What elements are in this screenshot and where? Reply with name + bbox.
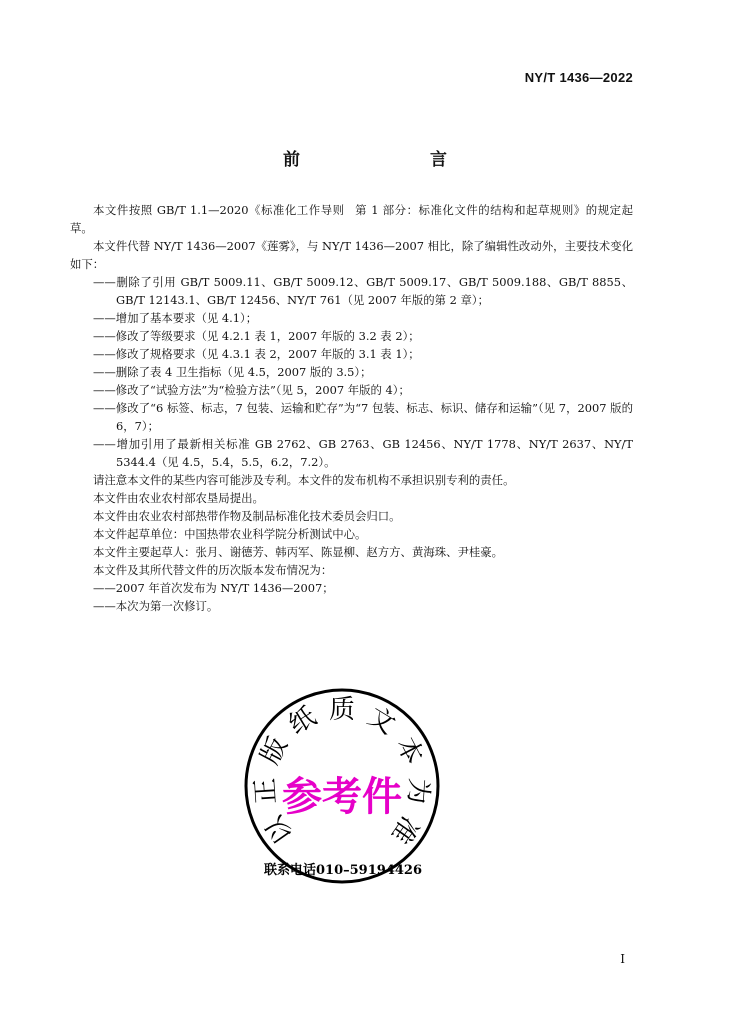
change-item: ——增加了基本要求（见 4.1）； <box>93 311 258 325</box>
change-item: ——修改了“试验方法”为“检验方法”（见 5，2007 年版的 4）； <box>93 383 410 397</box>
reference-copy-stamp <box>243 687 441 885</box>
stamp-ring-char: 以 <box>259 810 300 849</box>
change-item: ——增加引用了最新相关标准 GB 2762、GB 2763、GB 12456、NY/T 1778、NY/T 2637、NY/T 5344.4（见 4.5，5.4，5.5，6.2，7.2）。 <box>93 437 633 469</box>
paragraph-patent: 请注意本文件的某些内容可能涉及专利。本文件的发布机构不承担识别专利的责任。 <box>93 473 515 487</box>
stamp-ring-char: 质 <box>328 695 356 725</box>
stamp-phone-text: 联系电话010–59194426 <box>264 863 422 878</box>
change-item: ——删除了表 4 卫生指标（见 4.5，2007 版的 3.5）； <box>93 365 372 379</box>
change-item: ——修改了“6 标签、标志，7 包装、运输和贮存”为“7 包装、标志、标识、储存和运输”（见 7，2007 版的 6，7）； <box>93 401 633 433</box>
paragraph-replaces: 本文件代替 NY/T 1436—2007《莲雾》，与 NY/T 1436—2007 相比，除了编辑性改动外，主要技术变化如下： <box>70 239 633 271</box>
paragraph-history: 本文件及其所代替文件的历次版本发布情况为： <box>93 563 333 577</box>
stamp-ring-char: 纸 <box>283 701 322 741</box>
change-item: ——删除了引用 GB/T 5009.11、GB/T 5009.12、GB/T 5009.17、GB/T 5009.188、GB/T 8855、GB/T 12143.1、GB/T 12456、NY/T 761（见 2007 年版的第 2 章）； <box>93 275 633 307</box>
change-item: ——修改了规格要求（见 4.3.1 表 2，2007 年版的 3.1 表 1）； <box>93 347 420 361</box>
stamp-graphic <box>243 687 441 885</box>
stamp-ring-char: 准 <box>384 810 425 849</box>
paragraph-scope-part1: 本文件按照 GB/T 1.1—2020《标准化工作导则 <box>93 203 345 217</box>
paragraph-scope <box>70 201 633 237</box>
change-item: ——修改了等级要求（见 4.2.1 表 1，2007 年版的 3.2 表 2）； <box>93 329 420 343</box>
stamp-ring-char: 为 <box>401 777 434 805</box>
paragraph-drafters: 本文件主要起草人：张月、谢德芳、韩丙军、陈显柳、赵方方、黄海珠、尹桂豪。 <box>93 545 504 559</box>
stamp-ring-char: 文 <box>362 701 401 741</box>
paragraph-drafting-unit: 本文件起草单位：中国热带农业科学院分析测试中心。 <box>93 527 367 541</box>
history-item: ——本次为第一次修订。 <box>93 599 219 613</box>
foreword-body <box>70 201 633 615</box>
stamp-ring-char: 正 <box>250 777 283 805</box>
page-number: I <box>620 952 625 966</box>
paragraph-committee: 本文件由农业农村部热带作物及制品标准化技术委员会归口。 <box>93 509 401 523</box>
stamp-center-text: 参考件 <box>282 774 402 820</box>
stamp-ring-char: 版 <box>255 732 294 770</box>
stamp-ring-char: 本 <box>390 732 429 770</box>
page-title: 前 言 <box>283 150 479 170</box>
paragraph-proposer: 本文件由农业农村部农垦局提出。 <box>93 491 264 505</box>
paragraph-scope-part2: 第 1 部分：标准化文件的结构和起草规则》的规定起草。 <box>70 203 633 235</box>
stamp-ring-text <box>250 695 433 849</box>
history-item: ——2007 年首次发布为 NY/T 1436—2007； <box>93 581 334 595</box>
standard-number: NY/T 1436—2022 <box>524 70 633 85</box>
